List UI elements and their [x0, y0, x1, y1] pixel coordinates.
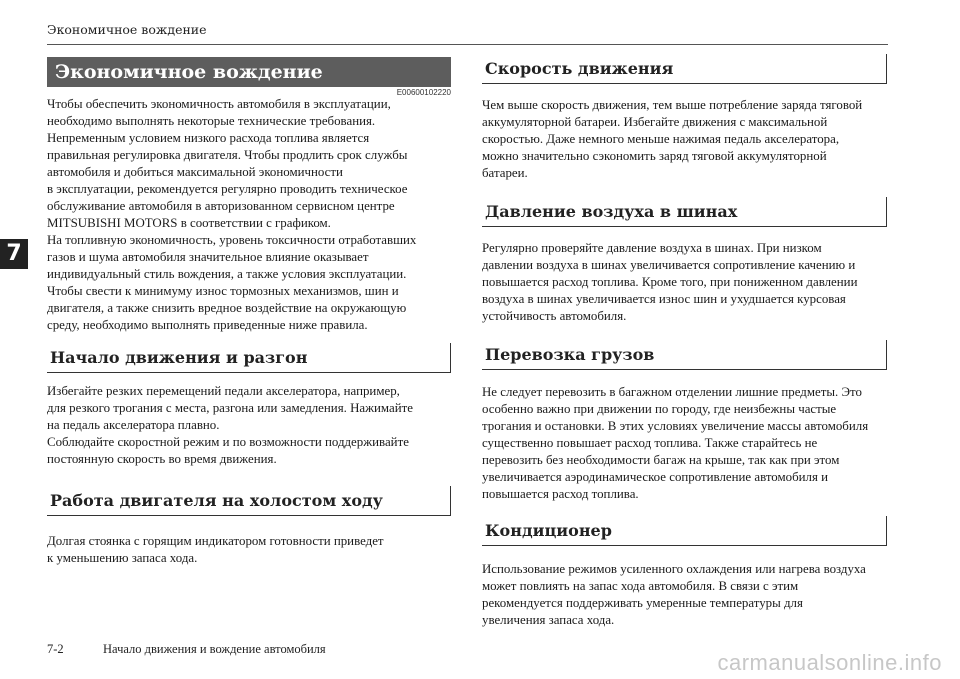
section-text-ac: Использование режимов усиленного охлаждения или нагрева воздуха может повлиять на запас хода автомобиля. В связи с этим рекомендуется поддерживать умеренные температуры для увеличения запаса хода.	[482, 562, 866, 627]
section-heading-start: Начало движения и разгон	[47, 343, 451, 373]
section-heading-tires: Давление воздуха в шинах	[482, 197, 887, 227]
page-number: 7-2	[47, 642, 64, 656]
intro-paragraph: Чтобы обеспечить экономичность автомобиля в эксплуатации, необходимо выполнять некоторые технические требования. Непременным условием низкого расхода топлива является правильная регулировка двигателя. Чтобы продлить срок службы автомобиля и добиться максимальной экономичности в эксплуатации, рекомендуется регулярно проводить техническое обслуживание автомобиля в авторизованном сервисном центре MITSUBISHI MOTORS в соответствии с графиком. На топливную экономичность, уровень токсичности отработавших газов и шума автомобиля значительное влияние оказывает индивидуальный стиль вождения, а также условия эксплуатации. Чтобы свести к минимуму износ тормозных механизмов, шин и двигателя, а также снизить вредное воздействие на окружающую среду, необходимо выполнять приведенные ниже правила.	[47, 97, 417, 332]
main-title: Экономичное вождение	[47, 57, 451, 87]
doc-code: E00600102220	[396, 88, 451, 97]
header-rule	[47, 44, 888, 45]
watermark[interactable]: carmanualsonline.info	[717, 650, 942, 675]
section-heading-ac: Кондиционер	[482, 516, 887, 546]
section-text-idle: Долгая стоянка с горящим индикатором готовности приведет к уменьшению запаса хода.	[47, 534, 384, 565]
section-text-start: Избегайте резких перемещений педали акселератора, например, для резкого трогания с места, разгона или замедления. Нажимайте на педаль акселератора плавно. Соблюдайте скоростной режим и по возможности поддерживайте постоянную скорость во время движения.	[47, 384, 413, 466]
section-text-speed: Чем выше скорость движения, тем выше потребление заряда тяговой аккумуляторной батареи. Избегайте движения с максимальной скоростью. Даже немного меньше нажимая педаль акселератора, можно значительно сэкономить заряд тяговой аккумуляторной батареи.	[482, 98, 863, 180]
section-heading-cargo: Перевозка грузов	[482, 340, 887, 370]
section-heading-idle: Работа двигателя на холостом ходу	[47, 486, 451, 516]
running-header: Экономичное вождение	[47, 22, 207, 37]
chapter-tab: 7	[0, 239, 28, 269]
section-heading-speed: Скорость движения	[482, 54, 887, 84]
footer-chapter-title: Начало движения и вождение автомобиля	[103, 642, 326, 656]
section-text-tires: Регулярно проверяйте давление воздуха в шинах. При низком давлении воздуха в шинах увеличивается сопротивление качению и повышается расход топлива. Кроме того, при пониженном давлении воздуха в шинах увеличивается износ шин и ухудшается курсовая устойчивость автомобиля.	[482, 241, 858, 323]
section-text-cargo: Не следует перевозить в багажном отделении лишние предметы. Это особенно важно при движении по городу, где неизбежны частые трогания и остановки. В этих условиях увеличение массы автомобиля существенно повышает расход топлива. Также старайтесь не перевозить без необходимости багаж на крыше, так как при этом увеличивается аэродинамическое сопротивление автомобиля и повышается расход топлива.	[482, 385, 869, 501]
